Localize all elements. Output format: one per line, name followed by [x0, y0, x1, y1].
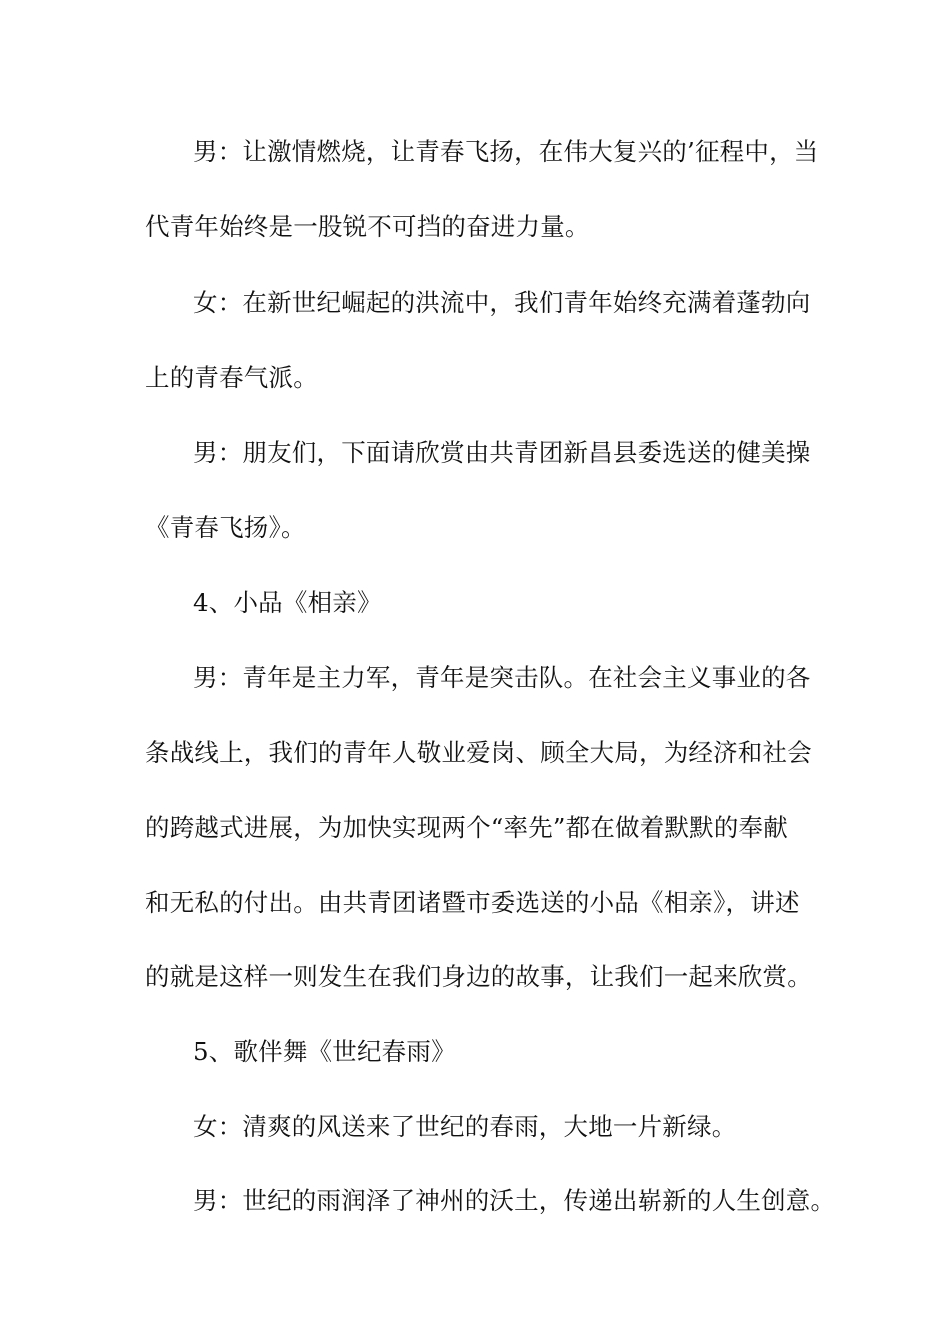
paragraph-line: 条战线上，我们的青年人敬业爱岗、顾全大局，为经济和社会	[145, 738, 812, 767]
paragraph-line: 女：清爽的风送来了世纪的春雨，大地一片新绿。	[193, 1112, 737, 1141]
paragraph-line: 女：在新世纪崛起的洪流中，我们青年始终充满着蓬勃向	[193, 288, 811, 317]
paragraph-line: 男：世纪的雨润泽了神州的沃土，传递出崭新的人生创意。	[193, 1186, 836, 1215]
paragraph-line: 男：青年是主力军，青年是突击队。在社会主义事业的各	[193, 663, 811, 692]
paragraph-line: 的就是这样一则发生在我们身边的故事，让我们一起来欣赏。	[145, 962, 812, 991]
section-heading: 5、歌伴舞《世纪春雨》	[193, 1037, 456, 1066]
paragraph-line: 上的青春气派。	[145, 363, 318, 392]
section-heading: 4、小品《相亲》	[193, 588, 382, 617]
paragraph-line: 的跨越式进展，为加快实现两个“率先”都在做着默默的奉献	[145, 813, 788, 842]
paragraph-line: 男：让激情燃烧，让青春飞扬，在伟大复兴的’征程中，当	[193, 137, 819, 166]
paragraph-line: 和无私的付出。由共青团诸暨市委选送的小品《相亲》，讲述	[145, 888, 800, 917]
paragraph-line: 男：朋友们，下面请欣赏由共青团新昌县委选送的健美操	[193, 438, 811, 467]
paragraph-line: 代青年始终是一股锐不可挡的奋进力量。	[145, 212, 590, 241]
paragraph-line: 《青春飞扬》。	[145, 513, 306, 542]
